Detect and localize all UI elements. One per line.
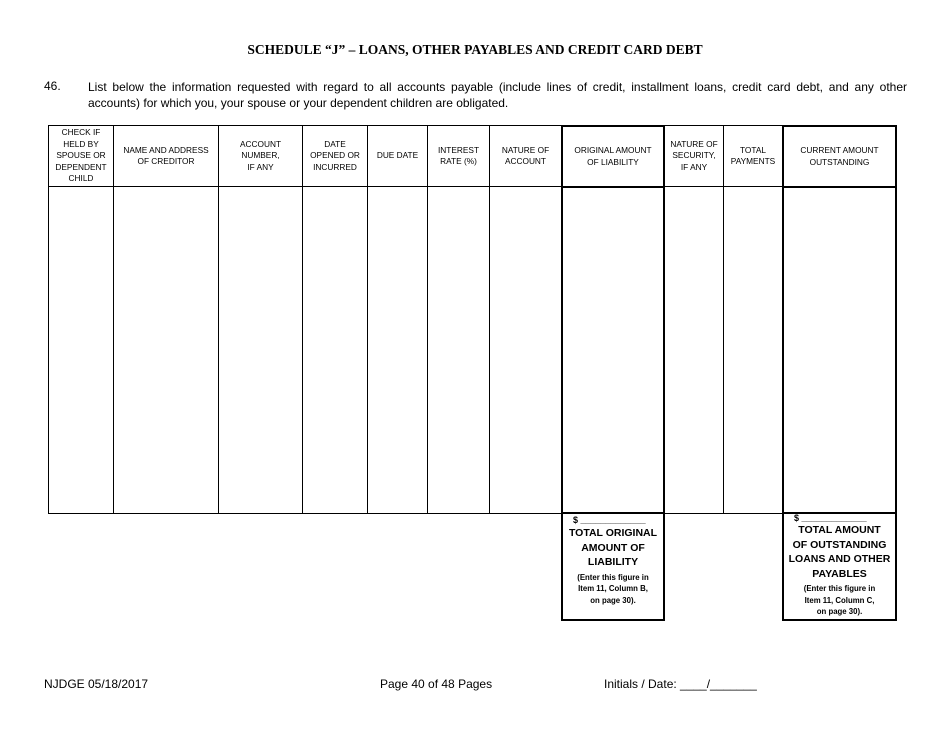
col-header-account-number: ACCOUNT NUMBER, IF ANY (239, 138, 282, 172)
col-header-original-amount: ORIGINAL AMOUNT OF LIABILITY (574, 145, 652, 167)
total-original-field[interactable]: $ _____________ (573, 515, 646, 525)
col-header-current-amount: CURRENT AMOUNT OUTSTANDING (800, 145, 879, 167)
footer-initials-date[interactable]: Initials / Date: ____/_______ (604, 677, 757, 691)
col-header-held-by-spouse: CHECK IF HELD BY SPOUSE OR DEPENDENT CHILD (55, 127, 107, 184)
total-outstanding-payables: $ _____________ TOTAL AMOUNT OF OUTSTANDING LOANS AND OTHER PAYABLES (Enter this figure in Item 11, Column C, on page 30). (784, 513, 895, 618)
schedule-title: SCHEDULE “J” – LOANS, OTHER PAYABLES AND CREDIT CARD DEBT (247, 42, 703, 57)
total-outstanding-field[interactable]: $ _____________ (794, 513, 867, 523)
footer-form-id: NJDGE 05/18/2017 (44, 677, 149, 691)
col-header-total-payments: TOTAL PAYMENTS (730, 144, 776, 166)
table-entry-area[interactable] (49, 188, 896, 512)
item-instructions: List below the information requested with regard to all accounts payable (include lines of credit, installment loans, credit card debt, and any other accounts) for which you, your spouse or your dependent children are obligated. (88, 80, 907, 110)
item-number: 46. (44, 79, 61, 93)
col-header-interest-rate: INTEREST RATE (%) (437, 144, 480, 166)
col-header-due-date: DUE DATE (376, 150, 419, 161)
total-original-liability: $ _____________ TOTAL ORIGINAL AMOUNT OF LIABILITY (Enter this figure in Item 11, Column B, on page 30). (563, 515, 663, 606)
col-header-date-opened: DATE OPENED OR INCURRED (310, 138, 360, 172)
footer-page-number: Page 40 of 48 Pages (380, 677, 493, 691)
col-header-creditor: NAME AND ADDRESS OF CREDITOR (123, 144, 209, 166)
col-header-nature-of-account: NATURE OF ACCOUNT (501, 144, 550, 166)
col-header-nature-of-security: NATURE OF SECURITY, IF ANY (670, 138, 718, 172)
